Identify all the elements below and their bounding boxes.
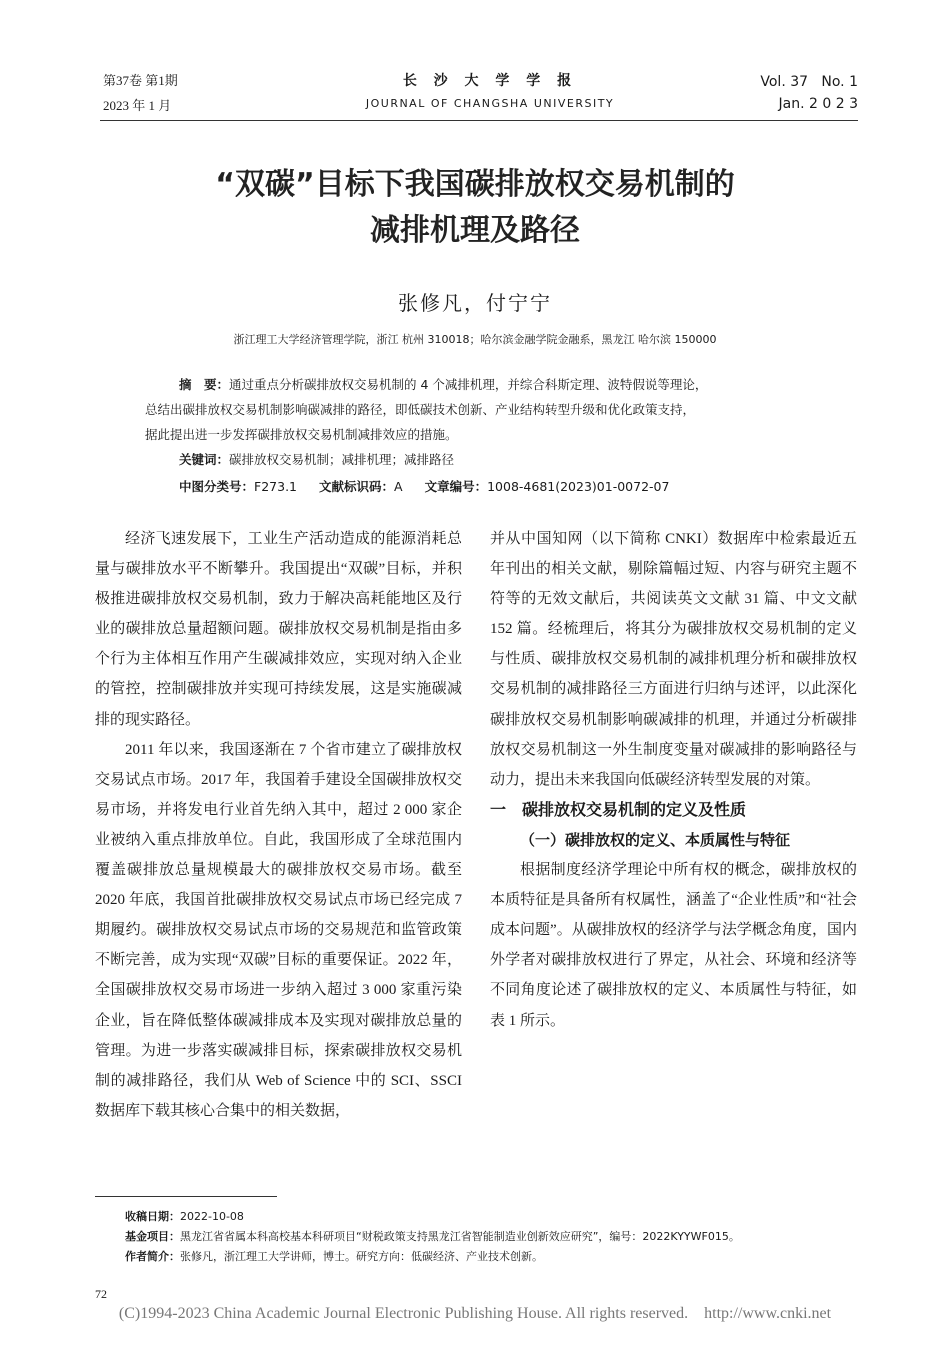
footnote-rule <box>95 1196 277 1197</box>
received-date <box>125 1207 740 1227</box>
abstract <box>145 372 805 447</box>
author-bio <box>125 1247 740 1267</box>
doc-code-label: 文献标识码： <box>319 479 395 494</box>
article-number-label: 文章编号： <box>424 479 488 494</box>
abstract-line-1 <box>145 372 805 397</box>
article-number-value: 1008-4681(2023)01-0072-07 <box>487 479 670 494</box>
received-value: 2022-10-08 <box>180 1210 244 1223</box>
clc-label: 中图分类号： <box>179 479 255 494</box>
body-paragraph: 2011 年以来，我国逐渐在 7 个省市建立了碳排放权交易试点市场。2017 年，我国着手建设全国碳排放权交易市场，并将发电行业首先纳入其中，超过 2 000 家企业被纳入重点排放单位。自此，我国形成了全球范围内覆盖碳排放总量规模最大的碳排放权交易市场。截至 2020 年底，我国首批碳排放权交易试点市场已经完成 7 期履约。碳排放权交易试点市场的交易规范和监管政策不断完善，成为实现“双碳”目标的重要保证。2022 年，全国碳排放权交易市场进一步纳入超过 3 000 家重污染企业，旨在降低整体碳减排成本及实现对碳排放总量的管理。为进一步落实碳减排目标，探索碳排放权交易机制的减排路径，我们从 Web of Science 中的 SCI、SSCI 数据库下载其核心合集中的相关数据， <box>95 741 462 1119</box>
body-paragraph: 经济飞速发展下，工业生产活动造成的能源消耗总量与碳排放水平不断攀升。我国提出“双碳”目标，并积极推进碳排放权交易机制，致力于解决高耗能地区及行业的碳排放总量超额问题。碳排放权交易机制是指由多个行为主体相互作用产生碳减排效应，实现对纳入企业的管控，控制碳排放并实现可持续发展，这是实施碳减排的现实路径。 <box>95 531 462 728</box>
body-paragraph: 并从中国知网（以下简称 CNKI）数据库中检索最近五年刊出的相关文献，剔除篇幅过短、内容与研究主题不符等的无效文献后，共阅读英文文献 31 篇、中文文献 152 篇。经梳理后，将其分为碳排放权交易机制的定义与性质、碳排放权交易机制的减排机理分析和碳排放权交易机制的减排路径三方面进行归纳与述评，以此深化碳排放权交易机制影响碳减排的机理，并通过分析碳排放权交易机制这一外生制度变量对碳减排的影响路径与动力，提出未来我国向低碳经济转型发展的对策。 <box>490 531 857 788</box>
header-rule <box>100 120 858 121</box>
subsection-heading: （一）碳排放权的定义、本质属性与特征 <box>520 830 791 849</box>
author-bio-value: 张修凡，浙江理工大学讲师，博士。研究方向：低碳经济、产业技术创新。 <box>180 1250 543 1263</box>
journal-name-cn: 长 沙 大 学 学 报 <box>402 73 578 89</box>
page-number: 72 <box>95 1287 107 1301</box>
clc-value: F273.1 <box>254 479 297 494</box>
body-right-column <box>490 524 857 1036</box>
fund-label: 基金项目： <box>125 1230 180 1243</box>
authors: 张修凡，付宁宁 <box>398 291 552 315</box>
keywords-label: 关键词： <box>179 452 230 467</box>
abstract-line-2: 总结出碳排放权交易机制影响碳减排的路径，即低碳技术创新、产业结构转型升级和优化政策支持， <box>145 402 696 417</box>
received-label: 收稿日期： <box>125 1210 180 1223</box>
author-bio-label: 作者简介： <box>125 1250 180 1263</box>
running-header-left <box>103 68 178 118</box>
fund-info <box>125 1227 740 1247</box>
classification-line <box>179 477 669 495</box>
running-header-center <box>300 70 680 110</box>
title-line-2: 减排机理及路径 <box>370 213 580 248</box>
fund-value: 黑龙江省省属本科高校基本科研项目“财税政策支持黑龙江省智能制造业创新效应研究”，编号：2022KYYWF015。 <box>180 1230 740 1243</box>
keywords-text: 碳排放权交易机制；减排机理；减排路径 <box>229 452 455 467</box>
abstract-line-3: 据此提出进一步发挥碳排放权交易机制减排效应的措施。 <box>145 427 458 442</box>
title-line-1: “双碳”目标下我国碳排放权交易机制的 <box>215 167 735 202</box>
article-title <box>60 162 890 254</box>
section-heading: 一 碳排放权交易机制的定义及性质 <box>490 799 747 819</box>
affiliation: 浙江理工大学经济管理学院，浙江 杭州 310018；哈尔滨金融学院金融系，黑龙江 哈尔滨 150000 <box>233 333 717 346</box>
volume-number-en: Vol. 37 No. 1 <box>760 74 858 90</box>
volume-issue: 第37卷 第1期 <box>103 73 178 88</box>
copyright-notice: (C)1994-2023 China Academic Journal Electronic Publishing House. All rights reserved. http://www.cnki.net <box>118 1305 832 1322</box>
abstract-text-1: 通过重点分析碳排放权交易机制的 4 个减排机理，并综合科斯定理、波特假说等理论， <box>229 377 708 392</box>
footnotes <box>125 1207 740 1267</box>
publication-date-en: Jan. 2 0 2 3 <box>778 96 858 112</box>
abstract-label: 摘 要： <box>179 377 230 392</box>
running-header-right <box>760 71 858 115</box>
body-paragraph: 根据制度经济学理论中所有权的概念，碳排放权的本质特征是具备所有权属性，涵盖了“企业性质”和“社会成本问题”。从碳排放权的经济学与法学概念角度，国内外学者对碳排放权进行了界定，从社会、环境和经济等不同角度论述了碳排放权的定义、本质属性与特征，如表 1 所示。 <box>490 862 857 1029</box>
publication-date-cn: 2023 年 1 月 <box>103 98 172 113</box>
body-left-column <box>95 524 462 1126</box>
keywords <box>179 450 454 468</box>
doc-code-value: A <box>394 479 403 494</box>
journal-name-en: JOURNAL OF CHANGSHA UNIVERSITY <box>365 97 615 110</box>
